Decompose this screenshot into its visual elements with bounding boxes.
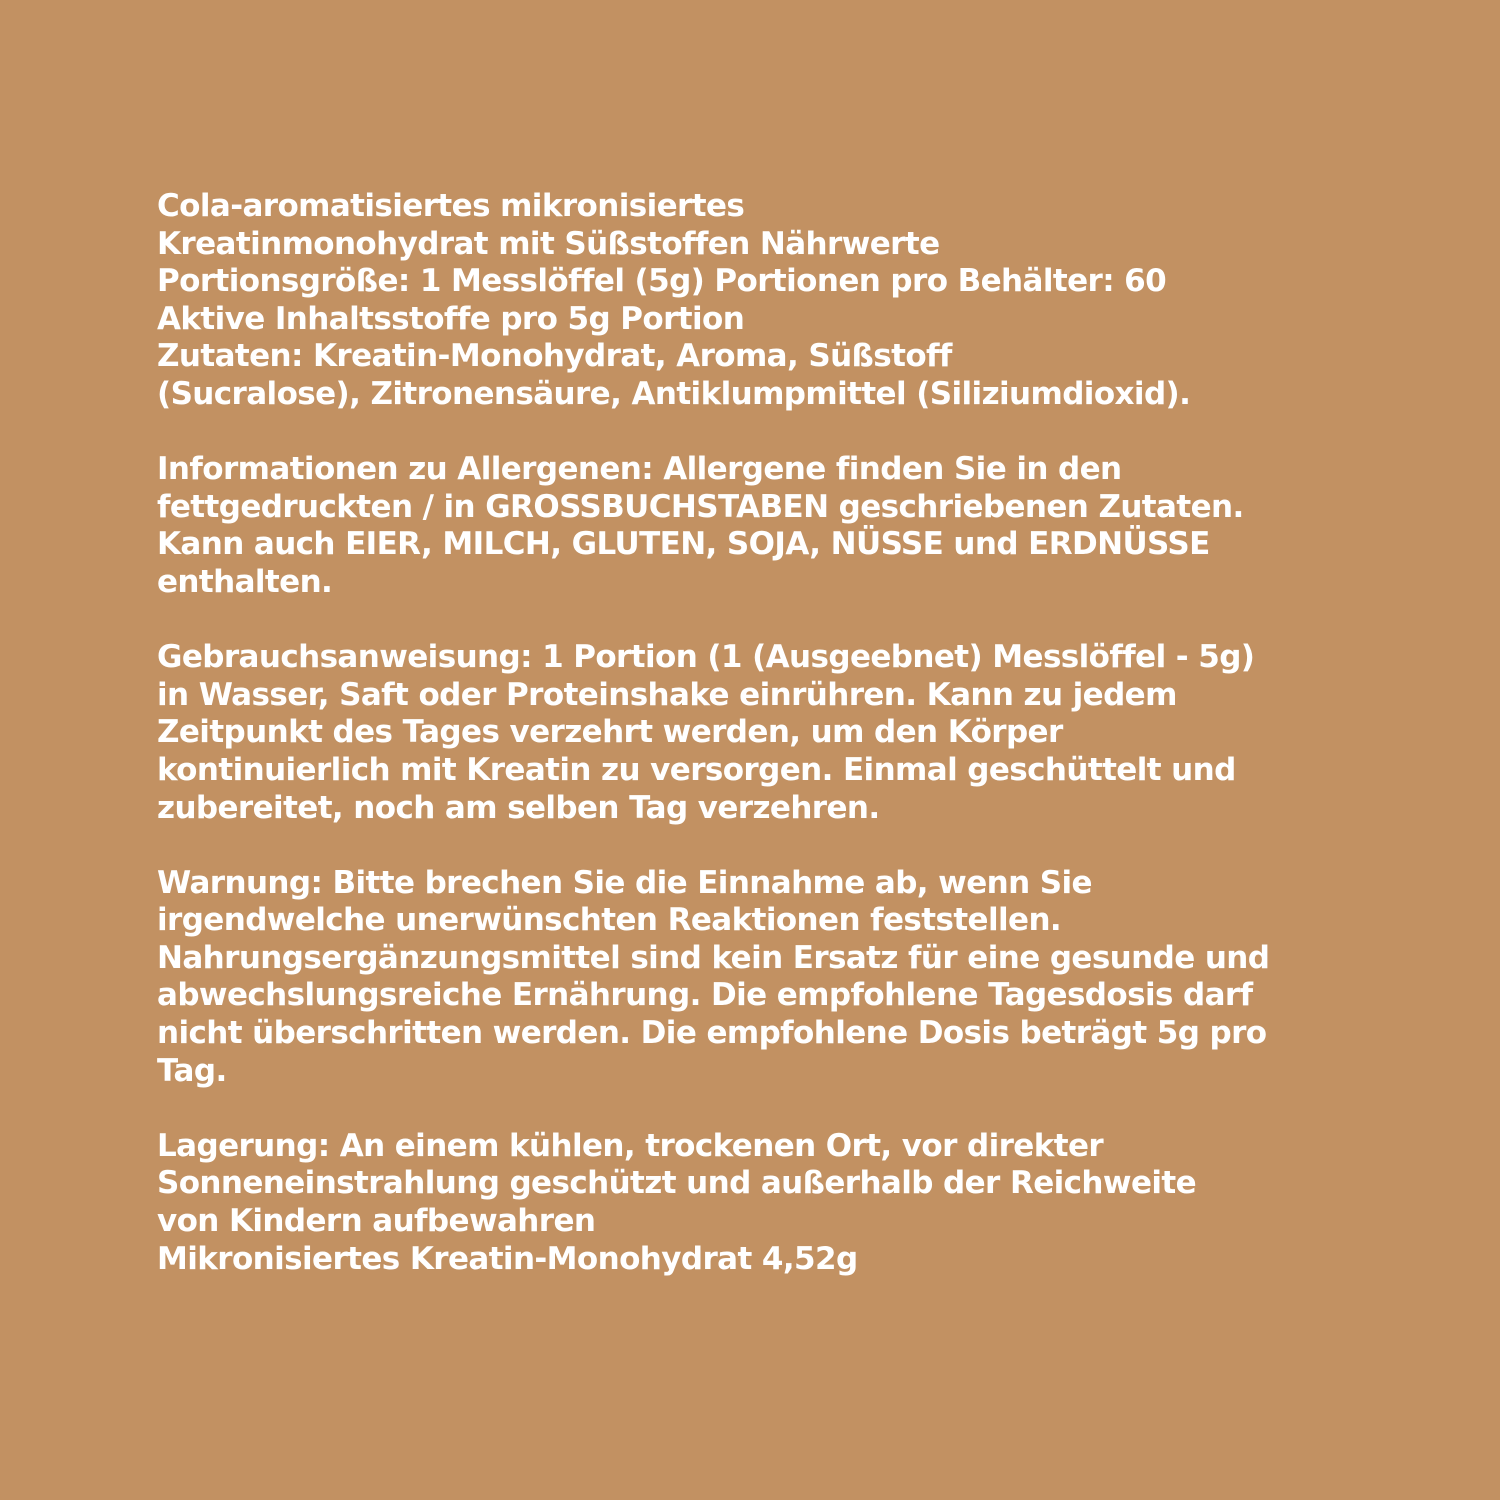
usage-line: kontinuierlich mit Kreatin zu versorgen. Einmal geschüttelt und — [157, 751, 1236, 788]
ingredients-line: (Sucralose), Zitronensäure, Antiklumpmittel (Siliziumdioxid). — [157, 375, 1191, 412]
warning-line: Warnung: Bitte brechen Sie die Einnahme ab, wenn Sie — [157, 864, 1092, 901]
allergen-line: Informationen zu Allergenen: Allergene finden Sie in den — [157, 451, 1122, 488]
product-name-line: Kreatinmonohydrat mit Süßstoffen Nährwerte — [157, 225, 940, 262]
usage-line: zubereitet, noch am selben Tag verzehren. — [157, 789, 880, 826]
allergen-line: fettgedruckten / in GROSSBUCHSTABEN geschriebenen Zutaten. — [157, 488, 1244, 525]
storage-line: Lagerung: An einem kühlen, trockenen Ort, vor direkter — [157, 1127, 1104, 1164]
warning-line: Nahrungsergänzungsmittel sind kein Ersatz für eine gesunde und — [157, 939, 1270, 976]
paragraph-gap — [157, 414, 1417, 452]
paragraph-gap — [157, 602, 1417, 640]
allergen-section — [157, 451, 1417, 601]
paragraph-gap — [157, 1090, 1417, 1128]
usage-section — [157, 639, 1417, 827]
creatine-amount-line: Mikronisiertes Kreatin-Monohydrat 4,52g — [157, 1240, 858, 1277]
warning-line: Tag. — [157, 1052, 227, 1089]
usage-line: Gebrauchsanweisung: 1 Portion (1 (Ausgeebnet) Messlöffel - 5g) — [157, 639, 1255, 676]
product-label-text — [157, 188, 1417, 1278]
warning-line: irgendwelche unerwünschten Reaktionen feststellen. — [157, 902, 1062, 939]
warning-line: abwechslungsreiche Ernährung. Die empfohlene Tagesdosis darf — [157, 977, 1253, 1014]
usage-line: Zeitpunkt des Tages verzehrt werden, um den Körper — [157, 714, 1063, 751]
active-ingredients-line: Aktive Inhaltsstoffe pro 5g Portion — [157, 300, 745, 337]
usage-line: in Wasser, Saft oder Proteinshake einrühren. Kann zu jedem — [157, 676, 1177, 713]
allergen-line: enthalten. — [157, 563, 333, 600]
warning-line: nicht überschritten werden. Die empfohlene Dosis beträgt 5g pro — [157, 1015, 1267, 1052]
warning-section — [157, 865, 1417, 1091]
paragraph-gap — [157, 827, 1417, 865]
storage-line: Sonneneinstrahlung geschützt und außerhalb der Reichweite — [157, 1165, 1197, 1202]
product-info-section — [157, 188, 1417, 414]
storage-line: von Kindern aufbewahren — [157, 1203, 596, 1240]
ingredients-line: Zutaten: Kreatin-Monohydrat, Aroma, Süßstoff — [157, 338, 952, 375]
serving-size-line: Portionsgröße: 1 Messlöffel (5g) Portionen pro Behälter: 60 — [157, 263, 1167, 300]
storage-section — [157, 1128, 1417, 1278]
allergen-line: Kann auch EIER, MILCH, GLUTEN, SOJA, NÜSSE und ERDNÜSSE — [157, 526, 1210, 563]
product-name-line: Cola-aromatisiertes mikronisiertes — [157, 188, 745, 224]
